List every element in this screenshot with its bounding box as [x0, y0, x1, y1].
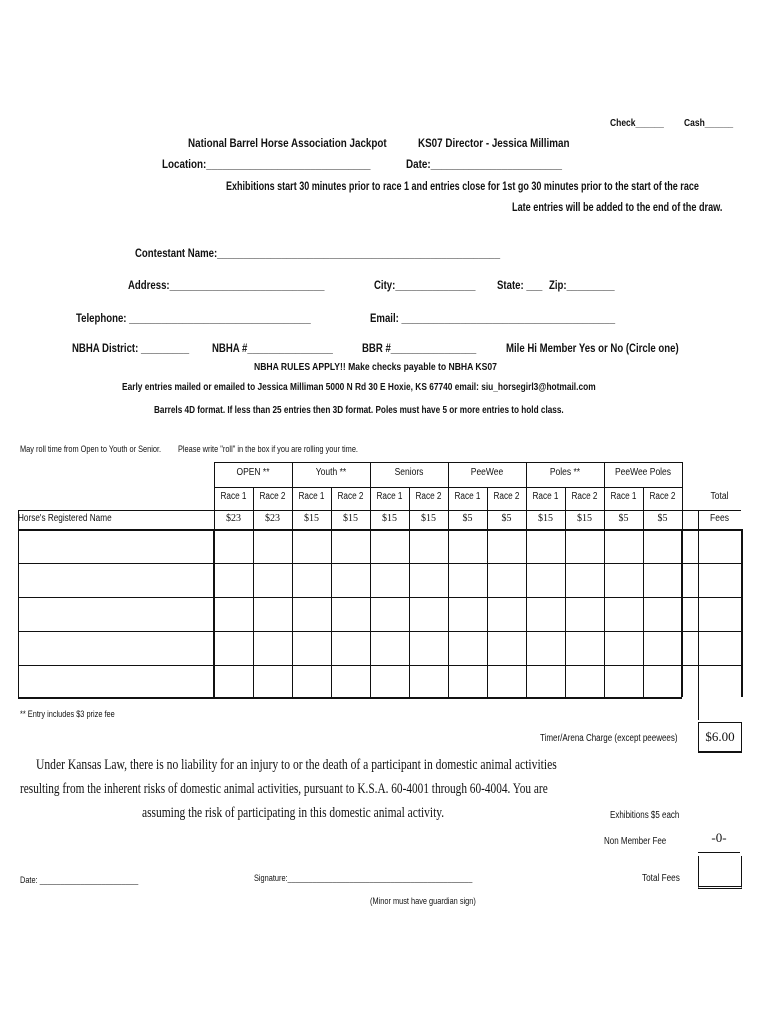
telephone-field[interactable]: Telephone: __________________________________: [76, 311, 311, 325]
race-entry-cell[interactable]: [566, 531, 603, 561]
race-entry-cell[interactable]: [449, 531, 486, 561]
guardian-note: (Minor must have guardian sign): [370, 896, 476, 906]
race-label: Race 2: [337, 491, 364, 502]
race-label: Race 1: [376, 491, 403, 502]
cash-field[interactable]: Cash______: [684, 118, 734, 129]
race-label: Race 2: [493, 491, 520, 502]
horse-name-cell[interactable]: [19, 667, 212, 695]
race-entry-cell[interactable]: [410, 565, 447, 595]
horse-name-cell[interactable]: [19, 599, 212, 629]
race-entry-cell[interactable]: [254, 565, 291, 595]
race-entry-cell[interactable]: [605, 667, 642, 695]
race-label: Race 1: [298, 491, 325, 502]
race-entry-cell[interactable]: [254, 599, 291, 629]
fee-value: $5: [501, 513, 512, 524]
race-entry-cell[interactable]: [488, 531, 525, 561]
race-entry-cell[interactable]: [566, 599, 603, 629]
group-header: Youth **: [315, 467, 347, 478]
race-entry-cell[interactable]: [527, 667, 564, 695]
race-entry-cell[interactable]: [644, 667, 681, 695]
format-notice: Barrels 4D format. If less than 25 entries then 3D format. Poles must have 5 or more entries to hold class.: [154, 405, 564, 416]
race-entry-cell[interactable]: [527, 633, 564, 663]
race-entry-cell[interactable]: [293, 667, 330, 695]
race-entry-cell[interactable]: [410, 531, 447, 561]
race-entry-cell[interactable]: [293, 633, 330, 663]
race-entry-cell[interactable]: [332, 667, 369, 695]
total-fees-header: Fees: [710, 513, 729, 524]
entry-row-line: [18, 563, 741, 564]
exhibitions-fee-label: Exhibitions $5 each: [610, 810, 680, 821]
row-total-cell[interactable]: [699, 531, 740, 561]
email-field[interactable]: Email: ________________________________________: [370, 311, 616, 325]
total-fees-label: Total Fees: [642, 873, 680, 884]
row-total-cell[interactable]: [699, 565, 740, 595]
prize-fee-note: ** Entry includes $3 prize fee: [20, 709, 115, 719]
race-entry-cell[interactable]: [605, 565, 642, 595]
non-member-fee-box[interactable]: [698, 826, 740, 853]
race-entry-cell[interactable]: [371, 633, 408, 663]
liability-line-3: assuming the risk of participating in this domestic animal activity.: [142, 805, 445, 821]
race-label: Race 1: [454, 491, 481, 502]
group-header: Seniors: [394, 467, 424, 478]
nbha-district-field[interactable]: NBHA District: _________: [72, 341, 190, 355]
timer-charge-label: Timer/Arena Charge (except peewees): [540, 733, 678, 744]
race-entry-cell[interactable]: [215, 565, 252, 595]
race-label: Race 2: [571, 491, 598, 502]
race-entry-cell[interactable]: [449, 599, 486, 629]
timer-charge-box[interactable]: [698, 722, 742, 753]
fee-row-top-line: [18, 510, 741, 511]
roll-instructions: Please write "roll" in the box if you are rolling your time.: [178, 444, 358, 454]
race-entry-cell[interactable]: [488, 633, 525, 663]
race-entry-cell[interactable]: [215, 633, 252, 663]
race-entry-cell[interactable]: [566, 667, 603, 695]
nbha-number-field[interactable]: NBHA #________________: [212, 341, 333, 355]
fee-value: $5: [462, 513, 473, 524]
race-entry-cell[interactable]: [488, 667, 525, 695]
total-fees-box[interactable]: [698, 856, 742, 889]
race-entry-cell[interactable]: [254, 633, 291, 663]
race-entry-cell[interactable]: [332, 565, 369, 595]
total-right-line: [741, 529, 743, 697]
fee-value: $5: [657, 513, 668, 524]
race-label: Race 1: [610, 491, 637, 502]
roll-note: May roll time from Open to Youth or Senior.: [20, 444, 162, 454]
race-entry-cell[interactable]: [410, 667, 447, 695]
early-entries-notice: Early entries mailed or emailed to Jessica Milliman 5000 N Rd 30 E Hoxie, KS 67740 email: siu_horsegirl3@hotmail.com: [122, 382, 596, 393]
fee-value: $15: [538, 513, 553, 524]
race-entry-cell[interactable]: [644, 599, 681, 629]
fee-value: $5: [618, 513, 629, 524]
race-label: Race 2: [259, 491, 286, 502]
row-total-cell[interactable]: [699, 667, 740, 695]
race-entry-cell[interactable]: [488, 565, 525, 595]
total-header: Total: [710, 491, 729, 502]
table-bottom-line: [18, 697, 682, 699]
race-entry-cell[interactable]: [371, 531, 408, 561]
state-field[interactable]: State: ___: [497, 278, 543, 292]
race-entry-cell[interactable]: [410, 599, 447, 629]
race-entry-cell[interactable]: [371, 667, 408, 695]
race-entry-cell[interactable]: [293, 565, 330, 595]
race-entry-cell[interactable]: [644, 531, 681, 561]
race-entry-cell[interactable]: [527, 565, 564, 595]
race-label: Race 2: [649, 491, 676, 502]
fee-value: $15: [304, 513, 319, 524]
race-entry-cell[interactable]: [605, 633, 642, 663]
race-entry-cell[interactable]: [488, 599, 525, 629]
race-entry-cell[interactable]: [566, 633, 603, 663]
exhibitions-notice: Exhibitions start 30 minutes prior to race 1 and entries close for 1st go 30 minutes prior to the start of the race: [226, 179, 699, 193]
signature-field[interactable]: Signature:_____________________________________________: [254, 873, 473, 883]
race-entry-cell[interactable]: [332, 599, 369, 629]
check-field[interactable]: Check______: [610, 118, 664, 129]
race-entry-cell[interactable]: [527, 531, 564, 561]
race-entry-cell[interactable]: [332, 531, 369, 561]
city-field[interactable]: City:_______________: [374, 278, 476, 292]
group-header: PeeWee Poles: [614, 467, 672, 478]
horse-name-cell[interactable]: [19, 531, 212, 561]
page-title: National Barrel Horse Association Jackpot: [188, 136, 387, 150]
race-entry-cell[interactable]: [449, 667, 486, 695]
row-total-cell[interactable]: [699, 599, 740, 629]
race-entry-cell[interactable]: [449, 565, 486, 595]
group-header: PeeWee: [470, 467, 504, 478]
address-field[interactable]: Address:_____________________________: [128, 278, 325, 292]
non-member-fee-label: Non Member Fee: [604, 836, 667, 847]
race-entry-cell[interactable]: [605, 531, 642, 561]
fee-value: $15: [421, 513, 436, 524]
race-entry-cell[interactable]: [215, 667, 252, 695]
rules-apply: NBHA RULES APPLY!! Make checks payable to NBHA KS07: [254, 362, 497, 373]
race-entry-cell[interactable]: [254, 531, 291, 561]
entry-row-line: [18, 597, 741, 598]
race-entry-cell[interactable]: [527, 599, 564, 629]
fee-value: $15: [343, 513, 358, 524]
race-label: Race 2: [415, 491, 442, 502]
liability-line-2: resulting from the inherent risks of domestic animal activities, pursuant to K.S.A. 60-4001 through 60-4004. You are: [20, 781, 548, 797]
timer-charge-value: $6.00: [705, 729, 735, 744]
group-header: Poles **: [549, 467, 581, 478]
late-entries-notice: Late entries will be added to the end of the draw.: [512, 200, 723, 214]
group-header: OPEN **: [236, 467, 270, 478]
race-entry-cell[interactable]: [332, 633, 369, 663]
non-member-fee-value: -0-: [711, 830, 727, 845]
race-entry-cell[interactable]: [410, 633, 447, 663]
horse-name-cell[interactable]: [19, 565, 212, 595]
horse-name-header: Horse's Registered Name: [18, 513, 112, 524]
race-entry-cell[interactable]: [605, 599, 642, 629]
fee-value: $23: [265, 513, 280, 524]
race-label: Race 1: [220, 491, 247, 502]
race-entry-cell[interactable]: [254, 667, 291, 695]
bbr-number-field[interactable]: BBR #________________: [362, 341, 477, 355]
race-entry-cell[interactable]: [449, 633, 486, 663]
fee-value: $23: [226, 513, 241, 524]
location-field[interactable]: Location:______________________________: [162, 157, 371, 171]
horse-name-cell[interactable]: [19, 633, 212, 663]
mile-hi-member-field[interactable]: Mile Hi Member Yes or No (Circle one): [506, 341, 679, 355]
race-entry-cell[interactable]: [371, 599, 408, 629]
director-line: KS07 Director - Jessica Milliman: [418, 136, 570, 150]
date-signature-field[interactable]: Date: ________________________: [20, 875, 139, 885]
fee-value: $15: [577, 513, 592, 524]
race-label: Race 1: [532, 491, 559, 502]
liability-line-1: Under Kansas Law, there is no liability for an injury to or the death of a participant in domestic animal activities: [36, 757, 557, 773]
race-entry-cell[interactable]: [644, 565, 681, 595]
entry-row-line: [18, 665, 741, 666]
race-entry-cell[interactable]: [293, 531, 330, 561]
race-entry-cell[interactable]: [215, 531, 252, 561]
race-entry-cell[interactable]: [371, 565, 408, 595]
entry-row-line: [18, 631, 741, 632]
race-entry-cell[interactable]: [215, 599, 252, 629]
race-entry-cell[interactable]: [566, 565, 603, 595]
row-total-cell[interactable]: [699, 633, 740, 663]
race-entry-cell[interactable]: [293, 599, 330, 629]
contestant-name-field[interactable]: Contestant Name:_____________________________________________________: [135, 246, 501, 260]
grid-right-border: [681, 529, 683, 697]
zip-field[interactable]: Zip:_________: [549, 278, 615, 292]
fee-value: $15: [382, 513, 397, 524]
race-entry-cell[interactable]: [644, 633, 681, 663]
date-top-field[interactable]: Date:________________________: [406, 157, 562, 171]
